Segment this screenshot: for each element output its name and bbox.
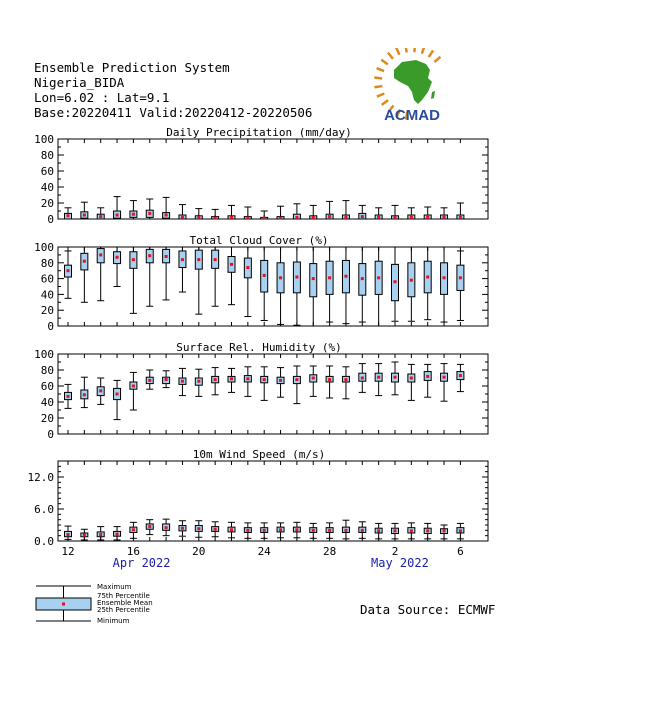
day-box	[130, 522, 137, 538]
day-box	[130, 201, 137, 219]
day-box	[310, 366, 317, 396]
panel-title: Surface Rel. Humidity (%)	[176, 341, 342, 354]
y-tick-label: 0	[47, 428, 54, 441]
mean-marker	[426, 216, 429, 219]
mean-marker	[246, 266, 249, 269]
mean-marker	[377, 529, 380, 532]
day-box	[457, 364, 464, 391]
day-box	[130, 372, 137, 410]
mean-marker	[83, 534, 86, 537]
mean-marker	[197, 527, 200, 530]
mean-marker	[459, 374, 462, 377]
x-tick-label: 6	[457, 545, 464, 558]
mean-marker	[459, 216, 462, 219]
day-box	[326, 201, 333, 219]
x-tick-label: 2	[391, 545, 399, 558]
day-box	[244, 523, 251, 538]
day-box	[359, 364, 366, 393]
legend-p75-label: 75th Percentile	[97, 592, 150, 600]
y-tick-label: 60	[40, 165, 54, 178]
day-box	[342, 520, 349, 539]
day-box	[310, 205, 317, 219]
day-box	[342, 201, 349, 219]
mean-marker	[344, 378, 347, 381]
day-box	[441, 208, 448, 219]
mean-marker	[312, 277, 315, 280]
day-box	[65, 251, 72, 298]
mean-marker	[116, 256, 119, 259]
panel-2	[34, 234, 488, 333]
mean-marker	[83, 214, 86, 217]
month-label: May 2022	[371, 556, 429, 570]
day-box	[424, 364, 431, 397]
mean-marker	[246, 217, 249, 220]
day-box	[375, 364, 382, 396]
mean-marker	[344, 216, 347, 219]
day-box	[146, 520, 153, 535]
y-tick-label: 80	[40, 364, 54, 377]
data-source-label: Data Source: ECMWF	[360, 602, 496, 617]
day-box	[212, 522, 219, 537]
mean-marker	[394, 376, 397, 379]
mean-marker	[67, 533, 70, 536]
mean-marker	[197, 380, 200, 383]
mean-marker	[426, 375, 429, 378]
day-box	[228, 368, 235, 392]
legend-p25-label: 25th Percentile	[97, 606, 150, 614]
y-tick-label: 6.0	[34, 503, 54, 516]
y-tick-label: 0	[47, 320, 54, 333]
mean-marker	[263, 274, 266, 277]
day-box	[146, 370, 153, 389]
mean-marker	[328, 378, 331, 381]
header-line-title: Ensemble Prediction System	[34, 60, 230, 75]
iqr-box	[310, 264, 317, 297]
mean-marker	[67, 214, 70, 217]
mean-marker	[312, 377, 315, 380]
day-box	[261, 211, 268, 220]
day-box	[277, 247, 284, 324]
mean-marker	[181, 216, 184, 219]
day-box	[146, 199, 153, 219]
mean-marker	[83, 260, 86, 263]
day-box	[212, 247, 219, 306]
mean-marker	[99, 533, 102, 536]
x-tick-label: 16	[126, 545, 141, 558]
panel-frame	[58, 461, 488, 541]
mean-marker	[181, 527, 184, 530]
day-box	[375, 247, 382, 326]
panel-title: 10m Wind Speed (m/s)	[192, 448, 326, 461]
mean-marker	[295, 276, 298, 279]
y-tick-label: 100	[34, 348, 54, 361]
day-box	[293, 247, 300, 325]
day-box	[114, 380, 121, 419]
panel-4	[28, 448, 489, 570]
y-tick-label: 100	[34, 133, 54, 146]
panel-3	[34, 341, 488, 441]
legend-maximum-label: Maximum	[97, 583, 132, 591]
mean-marker	[148, 212, 151, 215]
day-box	[310, 247, 317, 326]
day-box	[424, 207, 431, 219]
day-box	[97, 527, 104, 540]
mean-marker	[197, 258, 200, 261]
day-box	[65, 526, 72, 539]
mean-marker	[67, 395, 70, 398]
day-box	[441, 525, 448, 539]
mean-marker	[246, 377, 249, 380]
day-box	[457, 203, 464, 219]
day-box	[424, 523, 431, 538]
mean-marker	[214, 528, 217, 531]
mean-marker	[279, 276, 282, 279]
mean-marker	[279, 528, 282, 531]
day-box	[277, 523, 284, 538]
mean-marker	[377, 376, 380, 379]
mean-marker	[459, 529, 462, 532]
mean-marker	[377, 276, 380, 279]
day-box	[130, 247, 137, 313]
day-box	[65, 384, 72, 408]
mean-marker	[295, 378, 298, 381]
mean-marker	[263, 378, 266, 381]
day-box	[293, 366, 300, 404]
mean-marker	[148, 379, 151, 382]
day-box	[261, 523, 268, 538]
day-box	[146, 247, 153, 306]
day-box	[228, 205, 235, 219]
mean-marker	[443, 216, 446, 219]
day-box	[293, 522, 300, 537]
day-box	[163, 519, 170, 536]
day-box	[359, 522, 366, 539]
mean-marker	[361, 529, 364, 532]
mean-marker	[214, 258, 217, 261]
day-box	[326, 366, 333, 398]
day-box	[457, 523, 464, 538]
mean-marker	[279, 379, 282, 382]
day-box	[277, 206, 284, 220]
mean-marker	[132, 258, 135, 261]
mean-marker	[214, 217, 217, 220]
mean-marker	[443, 376, 446, 379]
mean-marker	[279, 217, 282, 220]
mean-marker	[410, 279, 413, 282]
mean-marker	[410, 529, 413, 532]
day-box	[359, 247, 366, 322]
mean-marker	[443, 276, 446, 279]
day-box	[81, 377, 88, 407]
mean-marker	[443, 529, 446, 532]
mean-marker	[410, 216, 413, 219]
y-tick-label: 80	[40, 149, 54, 162]
day-box	[342, 247, 349, 324]
day-box	[114, 247, 121, 287]
header-line-coordinates: Lon=6.02 : Lat=9.1	[34, 90, 170, 105]
legend	[36, 583, 153, 625]
mean-marker	[312, 529, 315, 532]
day-box	[261, 367, 268, 401]
mean-marker	[99, 389, 102, 392]
legend-mean-label: Ensemble Mean	[97, 599, 153, 607]
day-box	[114, 527, 121, 540]
y-tick-label: 20	[40, 412, 54, 425]
mean-marker	[361, 277, 364, 280]
day-box	[81, 247, 88, 302]
mean-marker	[99, 253, 102, 256]
legend-minimum-label: Minimum	[97, 617, 130, 625]
y-tick-label: 0	[47, 213, 54, 226]
y-tick-label: 0.0	[34, 535, 54, 548]
header-line-station: Nigeria_BIDA	[34, 75, 125, 90]
mean-marker	[214, 378, 217, 381]
day-box	[293, 204, 300, 219]
day-box	[179, 521, 186, 536]
x-tick-label: 28	[322, 545, 337, 558]
day-box	[392, 247, 399, 321]
mean-marker	[426, 276, 429, 279]
day-box	[375, 523, 382, 538]
panel-title: Total Cloud Cover (%)	[189, 234, 329, 247]
mean-marker	[361, 215, 364, 218]
mean-marker	[230, 216, 233, 219]
mean-marker	[83, 393, 86, 396]
panel-frame	[58, 354, 488, 434]
day-box	[326, 247, 333, 322]
mean-marker	[328, 529, 331, 532]
day-box	[457, 251, 464, 321]
mean-marker	[230, 377, 233, 380]
mean-marker	[394, 216, 397, 219]
day-box	[392, 205, 399, 219]
y-tick-label: 60	[40, 272, 54, 286]
y-tick-label: 20	[40, 197, 54, 210]
day-box	[195, 521, 202, 538]
day-box	[375, 208, 382, 219]
day-box	[163, 197, 170, 219]
panel-1	[34, 126, 488, 226]
mean-marker	[116, 533, 119, 536]
mean-marker	[132, 528, 135, 531]
mean-marker	[148, 525, 151, 528]
mean-marker	[165, 526, 168, 529]
mean-marker	[394, 280, 397, 283]
day-box	[408, 523, 415, 539]
logo-text: ACMAD	[384, 107, 440, 124]
day-box	[441, 247, 448, 322]
day-box	[97, 208, 104, 219]
day-box	[81, 202, 88, 219]
day-box	[195, 209, 202, 219]
mean-marker	[344, 529, 347, 532]
x-tick-label: 20	[192, 545, 206, 558]
y-tick-label: 100	[34, 241, 54, 254]
mean-marker	[426, 529, 429, 532]
day-box	[114, 197, 121, 219]
y-tick-label: 40	[40, 288, 54, 302]
panel-title: Daily Precipitation (mm/day)	[166, 126, 352, 139]
day-box	[392, 523, 399, 538]
mean-marker	[116, 214, 119, 217]
mean-marker	[246, 529, 249, 532]
y-tick-label: 80	[40, 256, 54, 270]
y-tick-label: 40	[40, 396, 54, 409]
day-box	[212, 209, 219, 219]
day-box	[228, 522, 235, 537]
y-tick-label: 40	[40, 181, 54, 194]
day-box	[244, 247, 251, 317]
day-box	[179, 247, 186, 292]
day-box	[244, 367, 251, 397]
mean-marker	[344, 275, 347, 278]
mean-marker	[295, 216, 298, 219]
day-box	[244, 207, 251, 220]
day-box	[261, 247, 268, 320]
day-box	[81, 529, 88, 540]
day-box	[97, 247, 104, 301]
mean-marker	[99, 215, 102, 218]
day-box	[195, 247, 202, 314]
day-box	[97, 378, 104, 404]
mean-marker	[312, 216, 315, 219]
mean-marker	[181, 380, 184, 383]
day-box	[179, 205, 186, 219]
day-box	[342, 367, 349, 399]
month-label: Apr 2022	[112, 556, 171, 570]
day-box	[65, 208, 72, 219]
day-box	[408, 364, 415, 400]
header-line-validity: Base:20220411 Valid:20220412-20220506	[34, 105, 313, 120]
y-tick-label: 60	[40, 380, 54, 393]
day-box	[441, 364, 448, 402]
mean-marker	[230, 528, 233, 531]
day-box	[277, 368, 284, 398]
day-box	[408, 208, 415, 219]
mean-marker	[165, 255, 168, 258]
mean-marker	[230, 263, 233, 266]
day-box	[228, 247, 235, 305]
legend-mean-marker	[62, 603, 65, 606]
mean-marker	[361, 377, 364, 380]
x-tick-label: 12	[61, 545, 75, 558]
mean-marker	[132, 385, 135, 388]
mean-marker	[394, 529, 397, 532]
day-box	[326, 523, 333, 538]
mean-marker	[328, 276, 331, 279]
mean-marker	[459, 276, 462, 279]
mean-marker	[181, 258, 184, 261]
mean-marker	[377, 216, 380, 219]
x-tick-label: 24	[257, 545, 271, 558]
mean-marker	[295, 528, 298, 531]
day-box	[163, 247, 170, 300]
mean-marker	[165, 214, 168, 217]
day-box	[195, 369, 202, 396]
panel-frame	[58, 139, 488, 219]
mean-marker	[148, 254, 151, 257]
y-tick-label: 20	[40, 304, 54, 318]
day-box	[359, 205, 366, 219]
mean-marker	[263, 529, 266, 532]
day-box	[310, 523, 317, 538]
day-box	[408, 247, 415, 321]
mean-marker	[67, 269, 70, 272]
mean-marker	[165, 378, 168, 381]
mean-marker	[328, 215, 331, 218]
mean-marker	[116, 393, 119, 396]
day-box	[179, 368, 186, 395]
mean-marker	[263, 217, 266, 220]
mean-marker	[197, 216, 200, 219]
mean-marker	[132, 213, 135, 216]
day-box	[392, 362, 399, 395]
panel-frame	[58, 247, 488, 326]
day-box	[212, 368, 219, 395]
y-tick-label: 12.0	[27, 471, 54, 484]
day-box	[163, 371, 170, 388]
mean-marker	[410, 377, 413, 380]
day-box	[424, 247, 431, 320]
